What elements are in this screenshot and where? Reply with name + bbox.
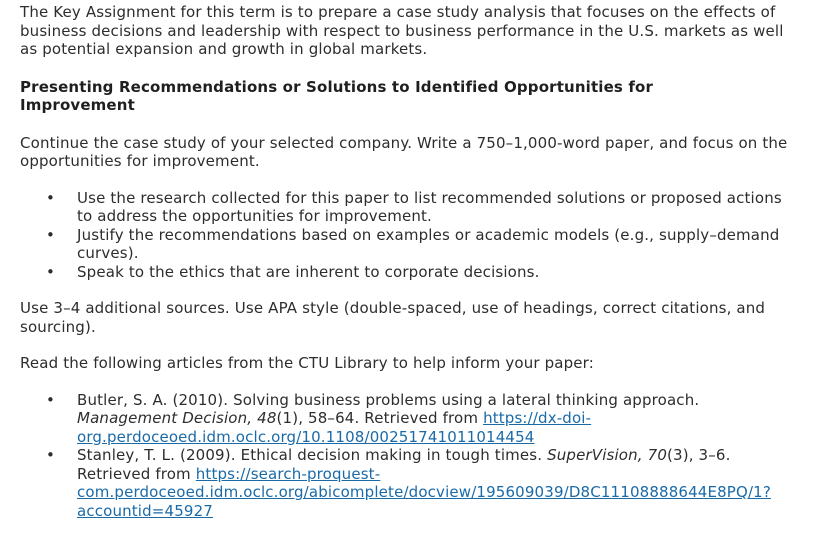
list-item-text: Use the research collected for this paper to list recommended solutions or proposed actions to address the opportunities for improvement. (77, 188, 782, 225)
reference-issue: (1), 58–64. Retrieved from (276, 409, 484, 427)
reference-journal: Management Decision, 48 (77, 409, 277, 427)
reference-link[interactable]: https://search-proquest-com.perdoceoed.idm.oclc.org/abicomplete/docview/195609039/D8C11108888644E8PQ/1?accountid=45927 (77, 464, 771, 520)
bullet-icon: • (46, 225, 55, 244)
list-item-text: Justify the recommendations based on examples or academic models (e.g., supply–demand curves). (77, 225, 780, 262)
list-item (20, 189, 790, 226)
reference-issue: (3), 3–6. Retrieved from (77, 446, 731, 483)
reference-item (20, 446, 790, 520)
bullet-icon: • (46, 390, 55, 409)
section-heading: Presenting Recommendations or Solutions to Identified Opportunities for Improvement (20, 77, 654, 114)
reference-journal: SuperVision, 70 (547, 446, 668, 464)
list-item-text: Speak to the ethics that are inherent to corporate decisions. (77, 262, 540, 281)
reference-item (20, 391, 790, 447)
reading-intro-paragraph: Read the following articles from the CTU Library to help inform your paper: (20, 354, 594, 372)
reference-citation: Stanley, T. L. (2009). Ethical decision making in tough times. (77, 446, 548, 464)
requirements-list (20, 189, 790, 282)
bullet-icon: • (46, 188, 55, 207)
list-item (20, 226, 790, 263)
list-item (20, 263, 790, 282)
bullet-icon: • (46, 446, 55, 464)
intro-paragraph: The Key Assignment for this term is to prepare a case study analysis that focuses on the effects of business decisions and leadership with respect to business performance in the U.S. markets as well as potential expansion and growth in global markets. (20, 3, 784, 58)
bullet-icon: • (46, 262, 55, 281)
reference-link[interactable]: https://dx-doi-org.perdoceoed.idm.oclc.org/10.1108/00251741011014454 (77, 409, 592, 446)
references-list (20, 391, 790, 521)
sources-paragraph: Use 3–4 additional sources. Use APA style (double-spaced, use of headings, correct citations, and sourcing). (20, 299, 766, 336)
instructions-paragraph: Continue the case study of your selected company. Write a 750–1,000-word paper, and focus on the opportunities for improvement. (20, 133, 788, 170)
reference-citation: Butler, S. A. (2010). Solving business problems using a lateral thinking approach. (77, 390, 700, 409)
